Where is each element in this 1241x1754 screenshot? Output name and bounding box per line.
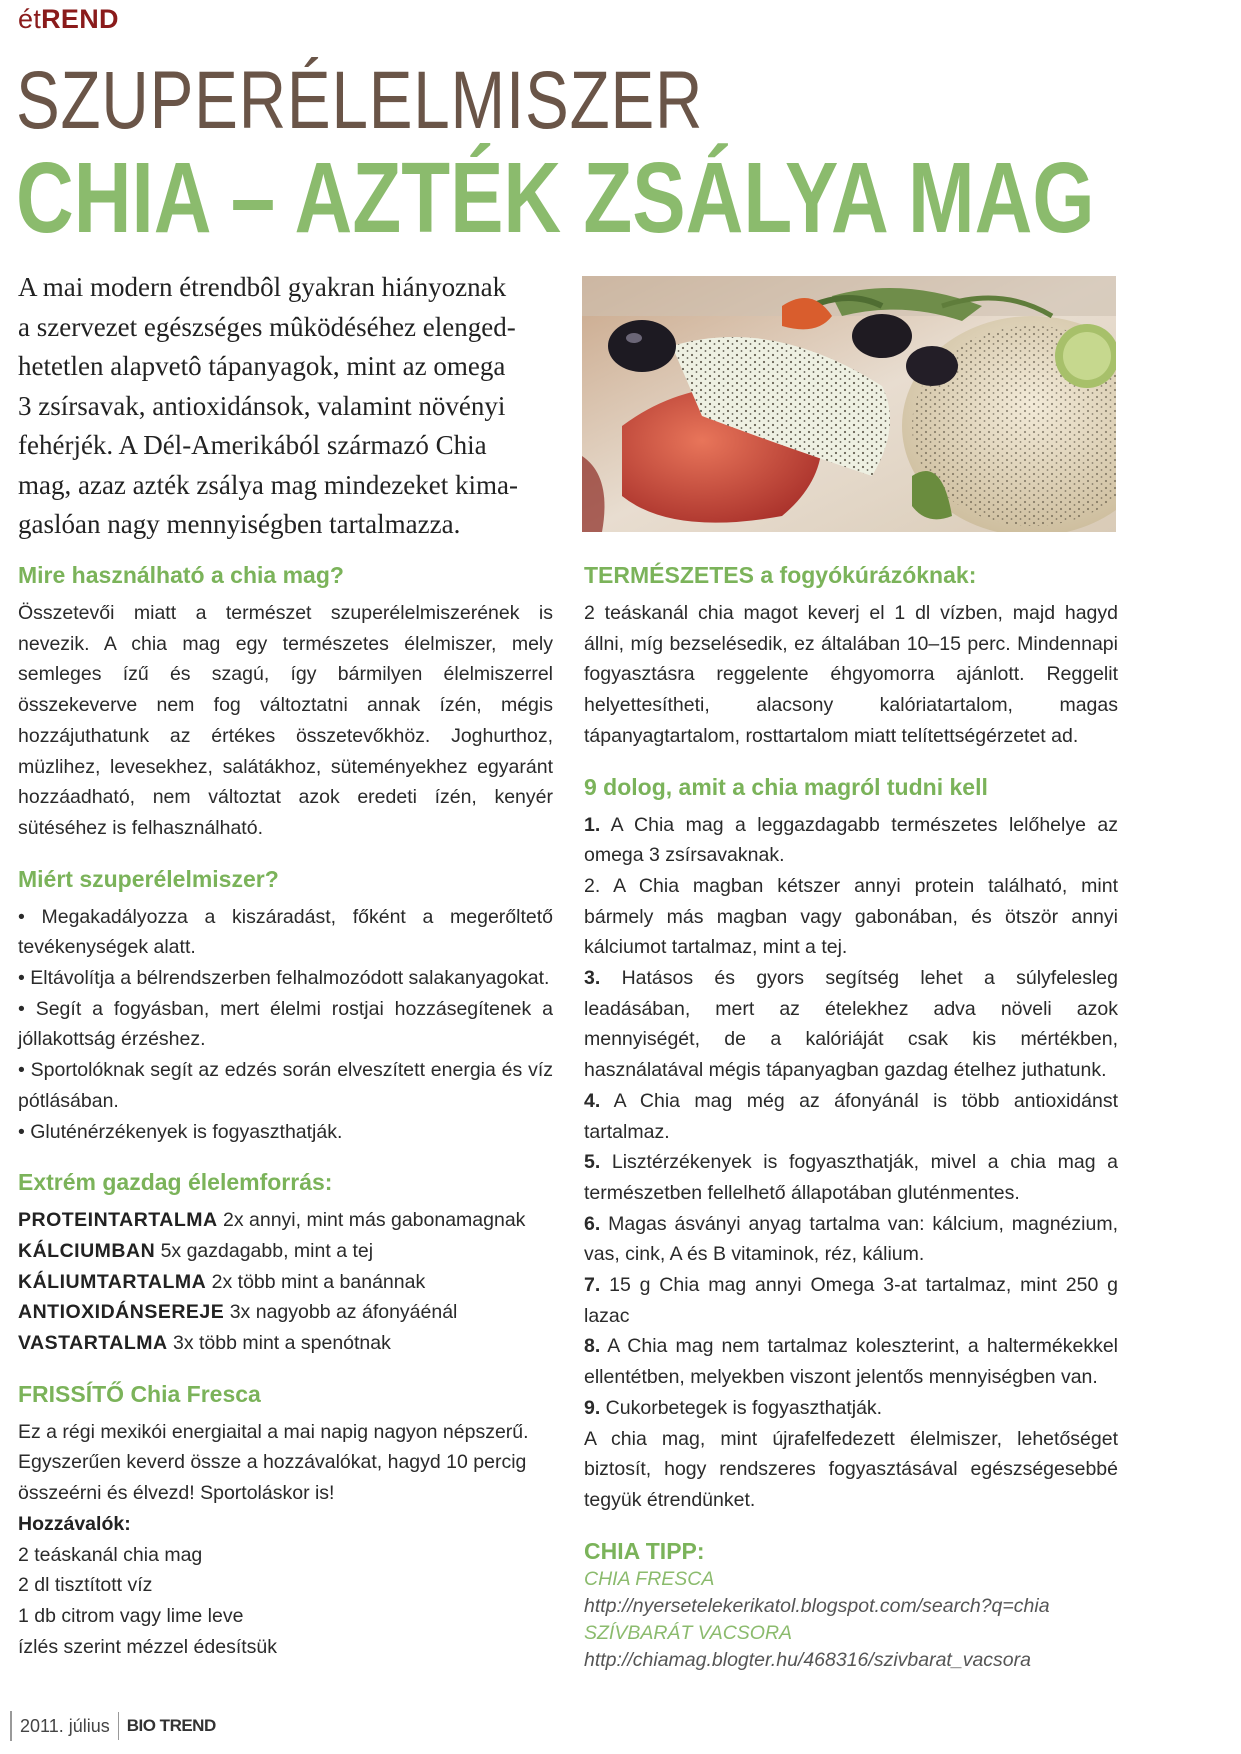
heading-chia-tip: CHIA TIPP: — [584, 1537, 705, 1564]
numbered-item — [584, 871, 1118, 963]
item-number: 1. — [584, 813, 601, 836]
ingredient-item: 2 teáskanál chia mag — [18, 1543, 203, 1566]
ingredient-item: 2 dl tisztított víz — [18, 1574, 153, 1597]
item-number: 3. — [584, 967, 601, 990]
item-text: Hatásos és gyors segítség lehet a súlyfelesleg leadásában, mert az ételekhez adva növeli azok mennyiségét, de a kalóriáját csak kis mértékben, használatával mégis tápanyagban gazdag ételhez juthatunk. — [584, 967, 1118, 1082]
item-number: 6. — [584, 1212, 601, 1235]
lead-line: mag, azaz azték zsálya mag mindezeket kima- — [18, 469, 518, 500]
lead-line: A mai modern étrendbôl gyakran hiányoznak — [18, 272, 507, 302]
fact-row — [18, 1297, 553, 1328]
closing-paragraph: A chia mag, mint újrafelfedezett élelmiszer, lehetőséget biztosít, hogy rendszeres fogyasztásával egészségesebbé tegyük étrendünket. — [584, 1427, 1118, 1511]
issue-date: 2011. július — [20, 1715, 110, 1736]
section-tag — [18, 4, 119, 35]
tip-title: SZÍVBARÁT VACSORA — [584, 1621, 793, 1644]
tip-title: CHIA FRESCA — [584, 1567, 715, 1590]
fact-row — [18, 1205, 553, 1236]
heading-nutrient-source: Extrém gazdag élelemforrás: — [18, 1169, 333, 1196]
bullet-item: • Sportolóknak segít az edzés során elveszített energia és víz pótlásában. — [18, 1059, 553, 1112]
ingredient-item: 1 db citrom vagy lime leve — [18, 1604, 244, 1627]
item-text: A Chia mag még az áfonyánál is több antioxidánst tartalmaz. — [584, 1089, 1118, 1143]
item-number: 9. — [584, 1396, 601, 1419]
heading-why-superfood: Miért szuperélelmiszer? — [18, 865, 279, 892]
heading-chia-fresca: FRISSÍTŐ Chia Fresca — [18, 1380, 261, 1407]
section-tag-word: REND — [41, 4, 119, 34]
fresca-paragraph: Ez a régi mexikói energiaital a mai napig nagyon népszerű. Egyszerűen keverd össze a hozzávalókat, hagyd 10 percig összeérni és élvezd! Sportoláskor is! — [18, 1420, 529, 1505]
tip-link[interactable]: http://nyersetelekerikatol.blogspot.com/search?q=chia — [584, 1594, 1050, 1617]
bullet-item: • Megakadályozza a kiszáradást, főként a megerőltető tevékenységek alatt. — [18, 905, 553, 959]
numbered-item — [584, 1147, 1118, 1208]
item-number: 4. — [584, 1089, 601, 1112]
bullet-item: • Eltávolítja a bélrendszerben felhalmozódott salakanyagokat. — [18, 967, 550, 990]
fact-row — [18, 1267, 553, 1298]
lead-line: gaslóan nagy mennyiségben tartalmazza. — [18, 509, 461, 539]
bullet-item: • Segít a fogyásban, mert élelmi rostjai hozzásegítenek a jóllakottság érzéshez. — [18, 997, 553, 1051]
page-footer — [10, 1710, 216, 1742]
fact-row — [18, 1236, 553, 1267]
tip-link[interactable]: http://chiamag.blogter.hu/468316/szivbarat_vacsora — [584, 1648, 1031, 1671]
magazine-logo: BIO TREND — [126, 1716, 216, 1735]
ingredient-item: ízlés szerint mézzel édesítsük — [18, 1635, 278, 1658]
numbered-item — [584, 1331, 1118, 1392]
item-text: Magas ásványi anyag tartalma van: kálcium, magnézium, vas, cink, A és B vitaminok, réz, kálium. — [584, 1212, 1118, 1266]
lead-line: a szervezet egészséges mûködéséhez elenged- — [18, 311, 516, 342]
page-supertitle: SZUPERÉLELMISZER — [16, 55, 704, 146]
item-text: Cukorbetegek is fogyaszthatják. — [600, 1396, 883, 1419]
item-number: 5. — [584, 1151, 601, 1174]
numbered-item — [584, 1086, 1118, 1147]
heading-nine-things: 9 dolog, amit a chia magról tudni kell — [584, 773, 988, 800]
heading-natural-diet: TERMÉSZETES a fogyókúrázóknak: — [584, 562, 977, 588]
item-number: 8. — [584, 1335, 601, 1358]
fact-label: PROTEINTARTALMA — [18, 1209, 218, 1232]
lead-paragraph — [18, 268, 548, 545]
fact-row — [18, 1328, 553, 1359]
lead-line: fehérjék. A Dél-Amerikából származó Chia — [18, 430, 487, 460]
item-text: A Chia magban kétszer annyi protein található, mint bármely más magban vagy gabonában, és ötször annyi kálciumot tartalmaz, mint a tej. — [584, 874, 1118, 959]
page-title: CHIA – AZTÉK ZSÁLYA MAG — [16, 142, 1095, 254]
numbered-item — [584, 1270, 1118, 1331]
item-text: 15 g Chia mag annyi Omega 3-at tartalmaz, mint 250 g lazac — [584, 1274, 1118, 1327]
numbered-item — [584, 810, 1118, 871]
item-text: Lisztérzékenyek is fogyaszthatják, mivel a chia mag a természetben fellelhető állapotában gluténmentes. — [584, 1151, 1118, 1204]
fact-label: KÁLIUMTARTALMA — [18, 1270, 207, 1293]
right-column — [584, 560, 1118, 1674]
numbered-item — [584, 1209, 1118, 1270]
lead-line: hetetlen alapvetô tápanyagok, mint az omega — [18, 351, 506, 381]
left-column — [18, 560, 553, 1662]
fact-text: 2x annyi, mint más gabonamagnak — [217, 1209, 526, 1232]
footer-rule — [10, 1711, 12, 1741]
item-text: A Chia mag nem tartalmaz koleszterint, a haltermékekkel ellentétben, melyekben viszont jelentős mennyiségben van. — [584, 1335, 1118, 1389]
lead-line: 3 zsírsavak, antioxidánsok, valamint növényi — [18, 390, 506, 421]
usage-paragraph: Összetevői miatt a természet szuperélelmiszerének is nevezik. A chia mag egy természetes élelmiszer, mely semleges ízű és szagú, így bármilyen élelmiszerrel összekeverve nem fog változtatni annak ízén, mégis hozzájuthatunk az értékes összetevőkhöz. Joghurthoz, müzlihez, levesekhez, salátákhoz, süteményekhez egyaránt hozzáadható, nem változtat azok eredeti ízén, kenyér sütéséhez is felhasználható. — [18, 602, 553, 839]
fact-text: 3x nagyobb az áfonyáénál — [224, 1301, 458, 1324]
fact-text: 3x több mint a spenótnak — [167, 1332, 391, 1355]
fact-label: VASTARTALMA — [18, 1332, 168, 1355]
fact-text: 5x gazdagabb, mint a tej — [155, 1239, 374, 1262]
numbered-item — [584, 1393, 1118, 1424]
item-number: 2. — [584, 874, 601, 897]
chia-salad-photo — [582, 276, 1116, 532]
item-text: A Chia mag a leggazdagabb természetes lelőhelye az omega 3 zsírsavaknak. — [584, 813, 1118, 867]
item-number: 7. — [584, 1274, 601, 1297]
footer-separator — [118, 1712, 119, 1740]
fact-label: ANTIOXIDÁNSEREJE — [18, 1301, 225, 1324]
ingredients-label: Hozzávalók: — [18, 1512, 131, 1535]
diet-paragraph: 2 teáskanál chia magot keverj el 1 dl vízben, majd hagyd állni, míg bezselésedik, ez általában 10–15 perc. Mindennapi fogyasztásra reggelente éhgyomorra ajánlott. Reggelit helyettesítheti, alacsony kalóriatartalom, magas tápanyagtartalom, rosttartalom miatt telítettségérzetet ad. — [584, 602, 1118, 747]
heading-usage: Mire használható a chia mag? — [18, 562, 344, 588]
fact-text: 2x több mint a banánnak — [206, 1270, 426, 1293]
section-tag-prefix: ét — [18, 4, 42, 34]
bullet-item: • Gluténérzékenyek is fogyaszthatják. — [18, 1120, 343, 1143]
fact-label: KÁLCIUMBAN — [18, 1239, 156, 1262]
numbered-item — [584, 963, 1118, 1086]
